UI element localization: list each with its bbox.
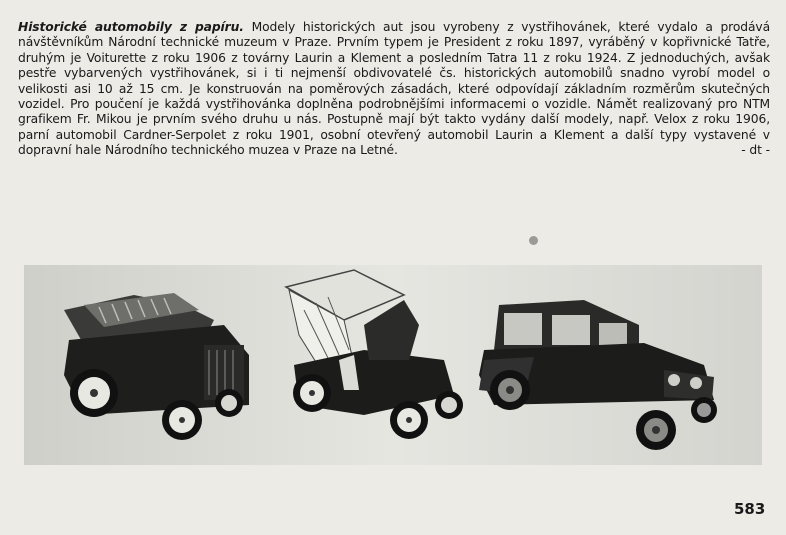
author-signature: - dt - — [741, 143, 770, 158]
article-title: Historické automobily z papíru. — [18, 20, 244, 34]
article-body: Modely historických aut jsou vyrobeny z vystřihovánek, které vydalo a prodává návštěvníkům Národní technické muzeum v Praze. Prvním typem je President z roku 1897, vyráběný v kopřivnické Tatře, druhým je Voiturette z roku 1906 z továrny Laurin a Klement a posledním Tatra 11 z roku 1924. Z jednoduchých, avšak pestře vybarvených vystřihovánek, si i ti nejmenší obdivovatelé čs. historických automobilů snadno vyrobí model o velikosti asi 10 až 15 cm. Je konstruován na poměrových zásadách, které odpovídají základním rozměrům skutečných vozidel. Pro poučení je každá vystřihovánka doplněna podrobnějšími informacemi o vozidle. Námět realizovaný pro NTM grafikem Fr. Mikou je prvním svého druhu u nás. Postupně mají být takto vydány další modely, např. Velox z roku 1906, parní automobil Cardner-Serpolet z roku 1901, osobní otevřený automobil Laurin a Klement a další typy vystavené v dopravní hale Národního technického muzea v Praze na Letné. — [18, 20, 771, 158]
article-text — [18, 20, 770, 159]
page-number: 583 — [734, 500, 766, 518]
print-speck — [529, 236, 538, 245]
photo-paper-car-models — [24, 265, 762, 465]
photo-illustration — [24, 265, 762, 465]
